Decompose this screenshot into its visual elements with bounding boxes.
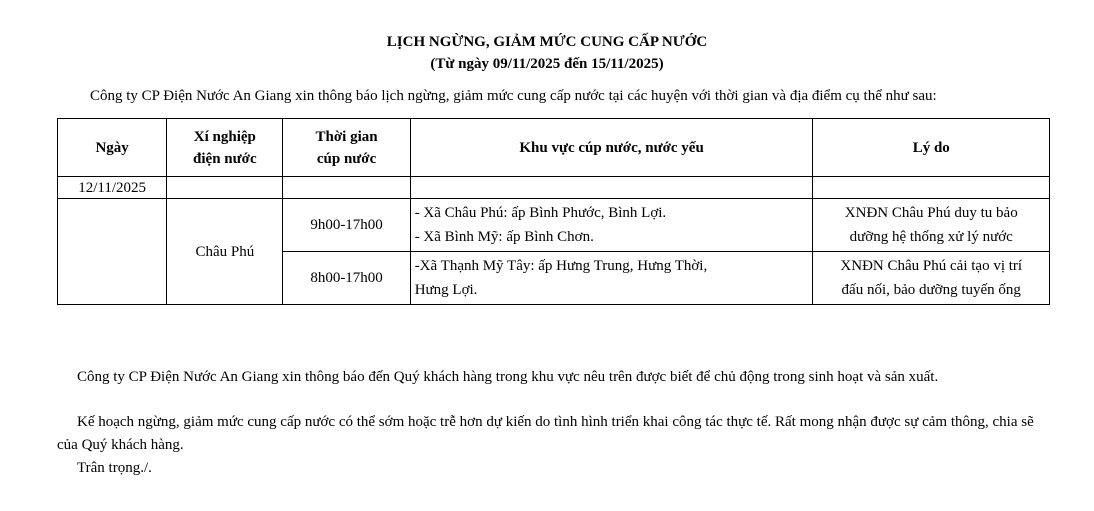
reason-line: XNĐN Châu Phú cải tạo vị trí xyxy=(840,258,1023,274)
footer-text: Trân trọng./. xyxy=(77,460,152,476)
footer-text: Kế hoạch ngừng, giảm mức cung cấp nước có thể sớm hoặc trễ hơn dự kiến do tình hình triển khai công tác thực tế. Rất mong nhận được sự cảm thông, chia sẽ của Quý khách hàng. xyxy=(57,414,1034,453)
empty-cell xyxy=(167,177,283,199)
table-header-row xyxy=(58,119,1050,177)
header-time-line1: Thời gian xyxy=(315,128,378,145)
empty-cell xyxy=(410,177,813,199)
header-enterprise-line1: Xí nghiệp xyxy=(193,128,256,145)
header-time-line2: cúp nước xyxy=(316,150,377,167)
intro-paragraph: Công ty CP Điện Nước An Giang xin thông báo lịch ngừng, giảm mức cung cấp nước tại các huyện với thời gian và địa điểm cụ thể như sau: xyxy=(90,88,937,104)
header-time xyxy=(283,119,410,177)
footer-paragraph-plan xyxy=(57,411,1047,457)
area-line: -Xã Thạnh Mỹ Tây: ấp Hưng Trung, Hưng Thời, xyxy=(414,258,708,274)
area-line: - Xã Châu Phú: ấp Bình Phước, Bình Lợi. xyxy=(414,205,667,221)
empty-cell xyxy=(283,177,410,199)
footer-paragraph-notice xyxy=(57,366,1047,389)
document-title: LỊCH NGỪNG, GIẢM MỨC CUNG CẤP NƯỚC xyxy=(386,34,708,50)
date-cell: 12/11/2025 xyxy=(58,177,167,199)
footer-text: Công ty CP Điện Nước An Giang xin thông báo đến Quý khách hàng trong khu vực nêu trên được biết để chủ động trong sinh hoạt và sản xuất. xyxy=(77,369,939,385)
header-enterprise-line2: điện nước xyxy=(193,150,257,167)
table-row xyxy=(58,199,1050,252)
schedule-table xyxy=(57,118,1050,305)
empty-date-cell xyxy=(58,199,167,305)
header-reason: Lý do xyxy=(813,119,1050,177)
footer-closing xyxy=(57,457,1047,480)
header-area: Khu vực cúp nước, nước yếu xyxy=(410,119,813,177)
area-cell xyxy=(410,252,813,305)
reason-line: đấu nối, bảo dưỡng tuyến ống xyxy=(841,282,1021,298)
enterprise-cell: Châu Phú xyxy=(167,199,283,305)
time-cell: 8h00-17h00 xyxy=(283,252,410,305)
time-cell: 9h00-17h00 xyxy=(283,199,410,252)
date-row xyxy=(58,177,1050,199)
area-line: Hưng Lợi. xyxy=(414,282,478,298)
reason-cell xyxy=(813,199,1050,252)
reason-cell xyxy=(813,252,1050,305)
header-date: Ngày xyxy=(58,119,167,177)
reason-line: dưỡng hệ thống xử lý nước xyxy=(849,229,1013,245)
header-enterprise xyxy=(167,119,283,177)
reason-line: XNĐN Châu Phú duy tu bảo xyxy=(844,205,1018,221)
document-subtitle: (Từ ngày 09/11/2025 đến 15/11/2025) xyxy=(430,56,664,72)
area-line: - Xã Bình Mỹ: ấp Bình Chơn. xyxy=(414,229,594,245)
area-cell xyxy=(410,199,813,252)
empty-cell xyxy=(813,177,1050,199)
